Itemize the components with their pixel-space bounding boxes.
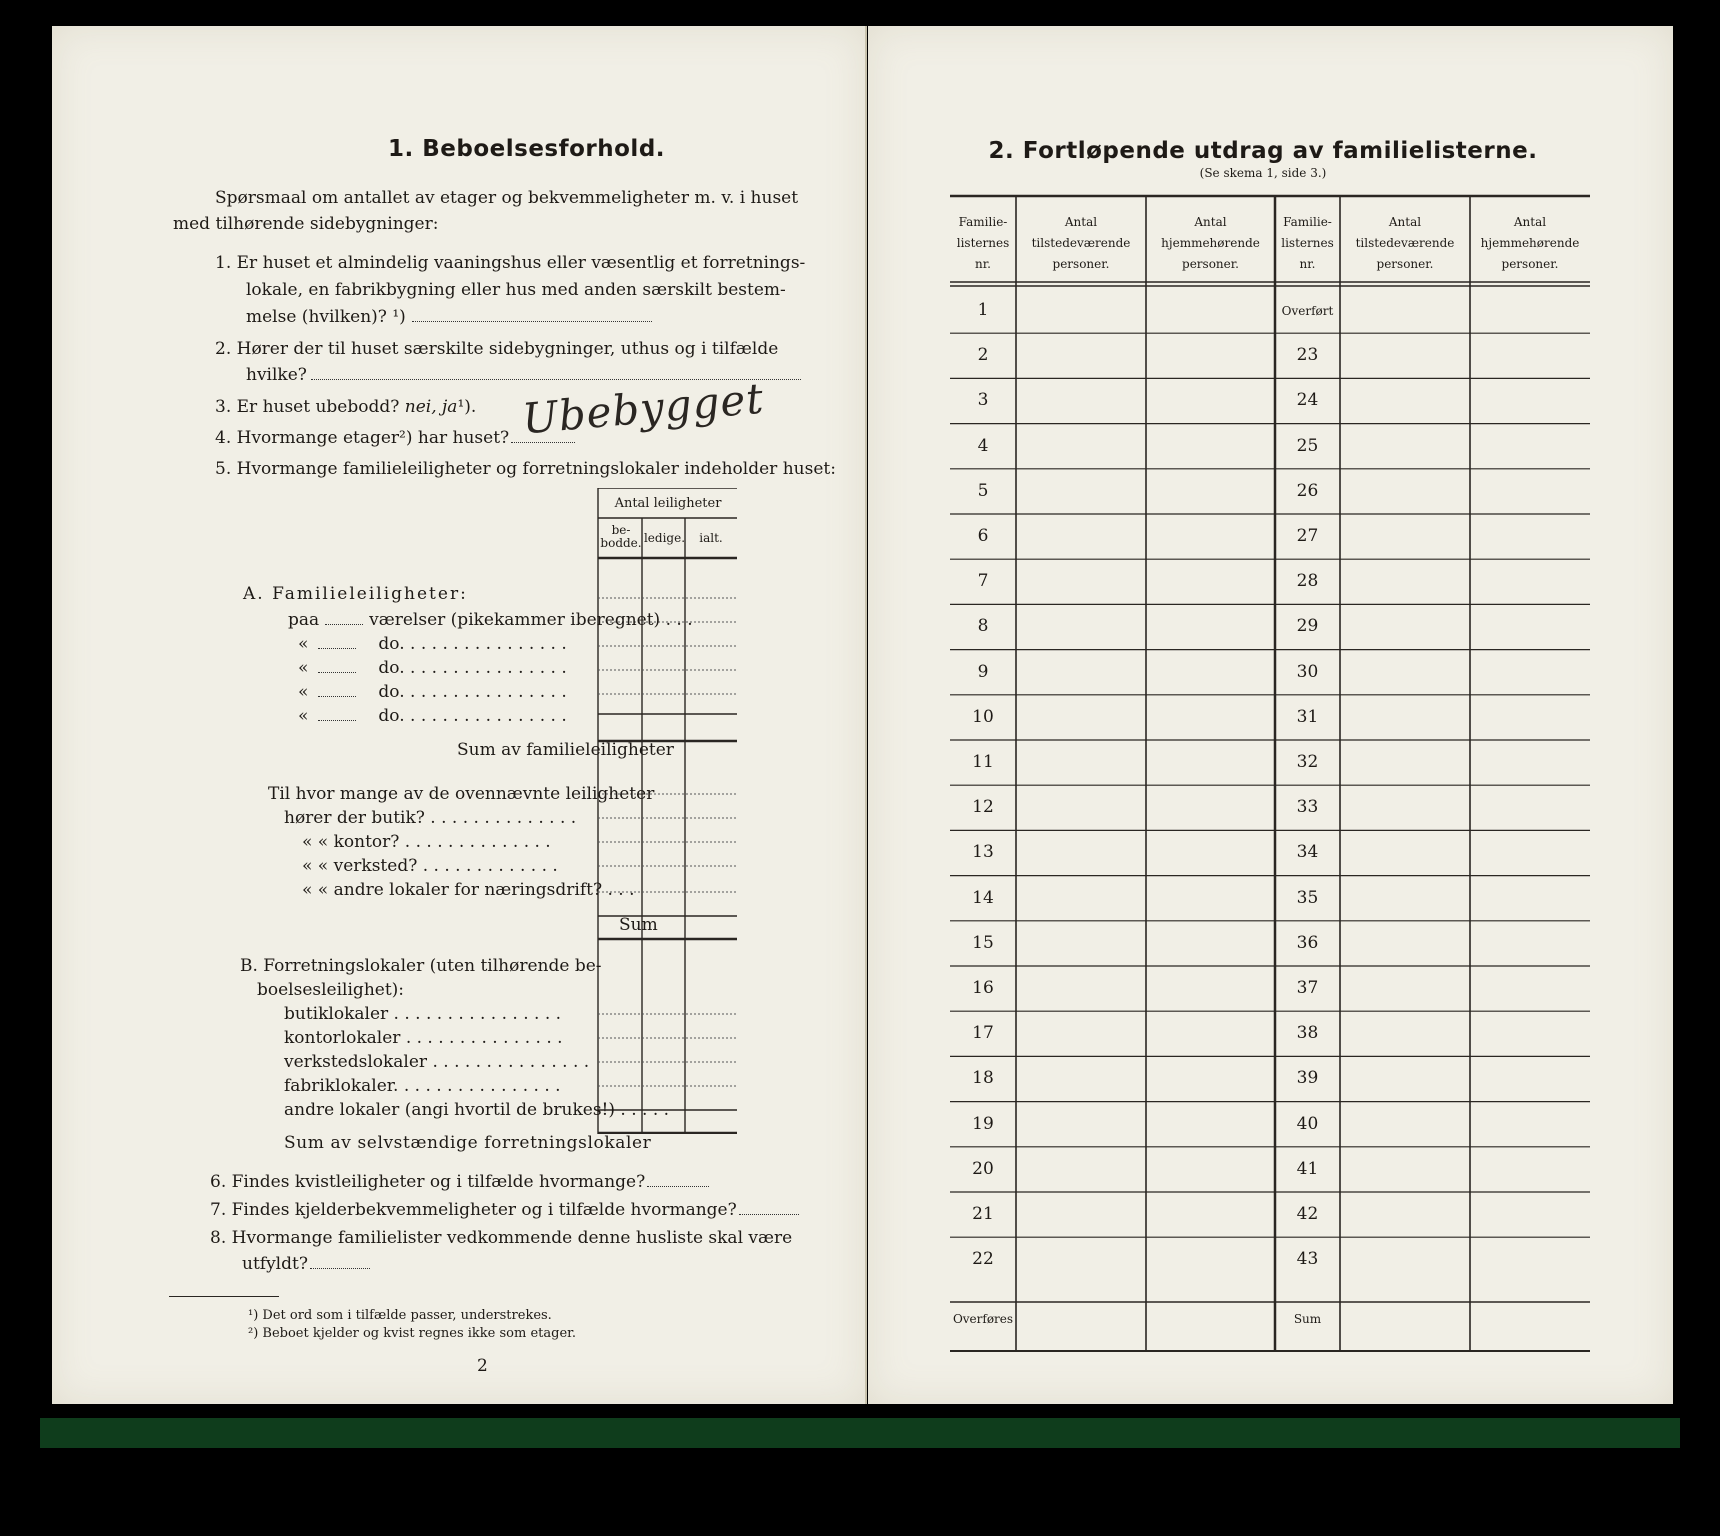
scan-border-stripe: [40, 1418, 1680, 1448]
header-hjemme-left: Antal hjemmehørende personer.: [1161, 215, 1260, 271]
table-header: Antal leiligheter: [614, 496, 722, 511]
row-number-left: 21: [972, 1204, 994, 1224]
row-number-right: 38: [1296, 1023, 1319, 1044]
row-b-butik: butiklokaler . . . . . . . . . . . . . . . .: [284, 1004, 562, 1024]
row-number-left: 16: [972, 978, 994, 998]
row-number-left: 10: [972, 706, 994, 727]
row-number-left: 19: [972, 1113, 994, 1134]
row-number-left: 15: [972, 932, 994, 953]
footnote-1: ¹) Det ord som i tilfælde passer, understrekes.: [248, 1308, 552, 1323]
row-number-right: 36: [1296, 932, 1319, 953]
row-number-right: 37: [1296, 978, 1319, 998]
row-number-left: 5: [977, 480, 989, 501]
til-row-kontor: « « kontor? . . . . . . . . . . . . . .: [302, 832, 551, 852]
row-number-right: 26: [1296, 480, 1319, 501]
til-row-verksted: « « verksted? . . . . . . . . . . . . .: [302, 856, 558, 876]
row-number-right: 40: [1296, 1113, 1319, 1134]
sum-b-label: Sum av selvstændige forretningslokaler: [284, 1133, 652, 1153]
row-number-right: 35: [1296, 887, 1319, 908]
til-question-line-1: Til hvor mange av de ovennævnte leiligheter: [268, 784, 655, 804]
row-number-right: 23: [1296, 345, 1319, 366]
row-a-3: « do. . . . . . . . . . . . . . . .: [298, 658, 567, 678]
question-7: 7. Findes kjelderbekvemmeligheter og i tilfælde hvormange?: [210, 1200, 799, 1220]
row-number-left: 8: [977, 616, 989, 637]
question-1-line-2: lokale, en fabrikbygning eller hus med anden særskilt bestem-: [246, 280, 786, 300]
row-number-right: 32: [1296, 752, 1319, 772]
question-4: 4. Hvormange etager²) har huset?: [215, 428, 575, 448]
section-b-line-1: B. Forretningslokaler (uten tilhørende be-: [240, 956, 602, 976]
intro-line-1: Spørsmaal om antallet av etager og bekvemmeligheter m. v. i huset: [215, 188, 799, 208]
row-number-right: 39: [1296, 1068, 1319, 1089]
row-number-right: 43: [1296, 1249, 1319, 1270]
row-b-verksted: verkstedslokaler . . . . . . . . . . . . . . .: [284, 1052, 590, 1072]
apartments-table-grid: [597, 488, 737, 1134]
sum-label: Sum: [619, 915, 658, 935]
til-question-line-2: hører der butik? . . . . . . . . . . . . . .: [284, 808, 577, 828]
section-a-label: A. Familieleiligheter:: [243, 584, 468, 604]
handwritten-answer: Ubebygget: [520, 373, 766, 444]
row-a-1: paa værelser (pikekammer iberegnet) . . .: [288, 610, 693, 630]
header-listernes-nr-right: Familie- listernes nr.: [1281, 215, 1334, 271]
row-b-kontor: kontorlokaler . . . . . . . . . . . . . . .: [284, 1028, 563, 1048]
row-number-left: 9: [977, 661, 989, 682]
header-listernes-nr-left: Familie- listernes nr.: [956, 215, 1010, 271]
row-number-left: 4: [977, 435, 989, 456]
question-3: 3. Er huset ubebodd? nei, ja¹).: [215, 397, 477, 417]
row-b-fabrik: fabriklokaler. . . . . . . . . . . . . . . .: [284, 1076, 561, 1096]
section-2-subtitle: (Se skema 1, side 3.): [1199, 166, 1327, 180]
section-b-line-2: boelsesleilighet):: [257, 980, 405, 1000]
family-list-table-grid: [950, 194, 1590, 1356]
sum-a-label: Sum av familieleiligheter: [457, 740, 674, 760]
question-2-line-1: 2. Hører der til huset særskilte sidebygninger, uthus og i tilfælde: [215, 339, 779, 359]
col-head-ledige: ledige.: [643, 531, 686, 545]
row-number-right: 34: [1296, 842, 1319, 863]
row-number-right: 28: [1296, 571, 1319, 592]
section-2-title: 2. Fortløpende utdrag av familielisterne.: [988, 138, 1538, 164]
question-6: 6. Findes kvistleiligheter og i tilfælde hvormange?: [210, 1172, 709, 1192]
page-number: 2: [477, 1356, 488, 1376]
row-number-left: 1: [977, 300, 989, 320]
row-number-right: 33: [1296, 797, 1319, 818]
footer-overfores: Overføres: [952, 1312, 1014, 1326]
question-5: 5. Hvormange familieleiligheter og forretningslokaler indeholder huset:: [215, 459, 836, 479]
left-page: [52, 26, 867, 1404]
row-number-left: 3: [977, 390, 989, 411]
question-8-line-1: 8. Hvormange familielister vedkommende denne husliste skal være: [210, 1228, 793, 1248]
row-number-right: 25: [1296, 435, 1319, 456]
row-b-andre: andre lokaler (angi hvortil de brukes!) . . . . .: [284, 1100, 670, 1120]
question-8-line-2: utfyldt?: [242, 1254, 370, 1274]
footnote-rule: [169, 1296, 279, 1297]
row-number-left: 18: [972, 1068, 994, 1089]
row-number-left: 14: [972, 887, 994, 908]
section-1-title: 1. Beboelsesforhold.: [388, 136, 666, 162]
row-a-5: « do. . . . . . . . . . . . . . . .: [298, 706, 567, 726]
row-number-right: 29: [1296, 616, 1319, 637]
row-number-left: 17: [972, 1023, 994, 1044]
row-number-left: 2: [977, 345, 989, 366]
question-2-line-2: hvilke?: [246, 365, 801, 385]
row-number-right: Overført: [1281, 304, 1334, 318]
row-a-4: « do. . . . . . . . . . . . . . . .: [298, 682, 567, 702]
footer-sum: Sum: [1293, 1312, 1322, 1326]
row-number-right: 42: [1296, 1204, 1319, 1224]
footnote-2: ²) Beboet kjelder og kvist regnes ikke som etager.: [248, 1326, 577, 1341]
col-head-ialt: ialt.: [699, 531, 723, 545]
right-page: [868, 26, 1673, 1404]
row-number-right: 41: [1296, 1158, 1319, 1179]
row-number-left: 12: [972, 797, 994, 818]
question-1-line-1: 1. Er huset et almindelig vaaningshus eller væsentlig et forretnings-: [215, 253, 806, 273]
row-number-right: 30: [1296, 661, 1319, 682]
question-1-line-3: melse (hvilken)? ¹): [246, 307, 652, 327]
row-number-left: 7: [977, 571, 989, 592]
header-hjemme-right: Antal hjemmehørende personer.: [1480, 215, 1580, 271]
row-a-2: « do. . . . . . . . . . . . . . . .: [298, 634, 567, 654]
row-number-left: 22: [972, 1249, 994, 1270]
header-tilstede-left: Antal tilstedeværende personer.: [1031, 215, 1131, 271]
til-row-andre: « « andre lokaler for næringsdrift? . . .: [302, 880, 635, 900]
col-head-bebodde: be- bodde.: [600, 523, 642, 550]
intro-line-2: med tilhørende sidebygninger:: [173, 214, 439, 234]
row-number-left: 6: [977, 526, 989, 546]
row-number-right: 27: [1296, 526, 1319, 546]
row-number-right: 31: [1296, 706, 1319, 727]
row-number-left: 20: [972, 1158, 994, 1179]
row-number-left: 11: [972, 752, 994, 772]
header-tilstede-right: Antal tilstedeværende personer.: [1355, 215, 1455, 271]
row-number-right: 24: [1296, 390, 1319, 411]
row-number-left: 13: [972, 842, 994, 863]
